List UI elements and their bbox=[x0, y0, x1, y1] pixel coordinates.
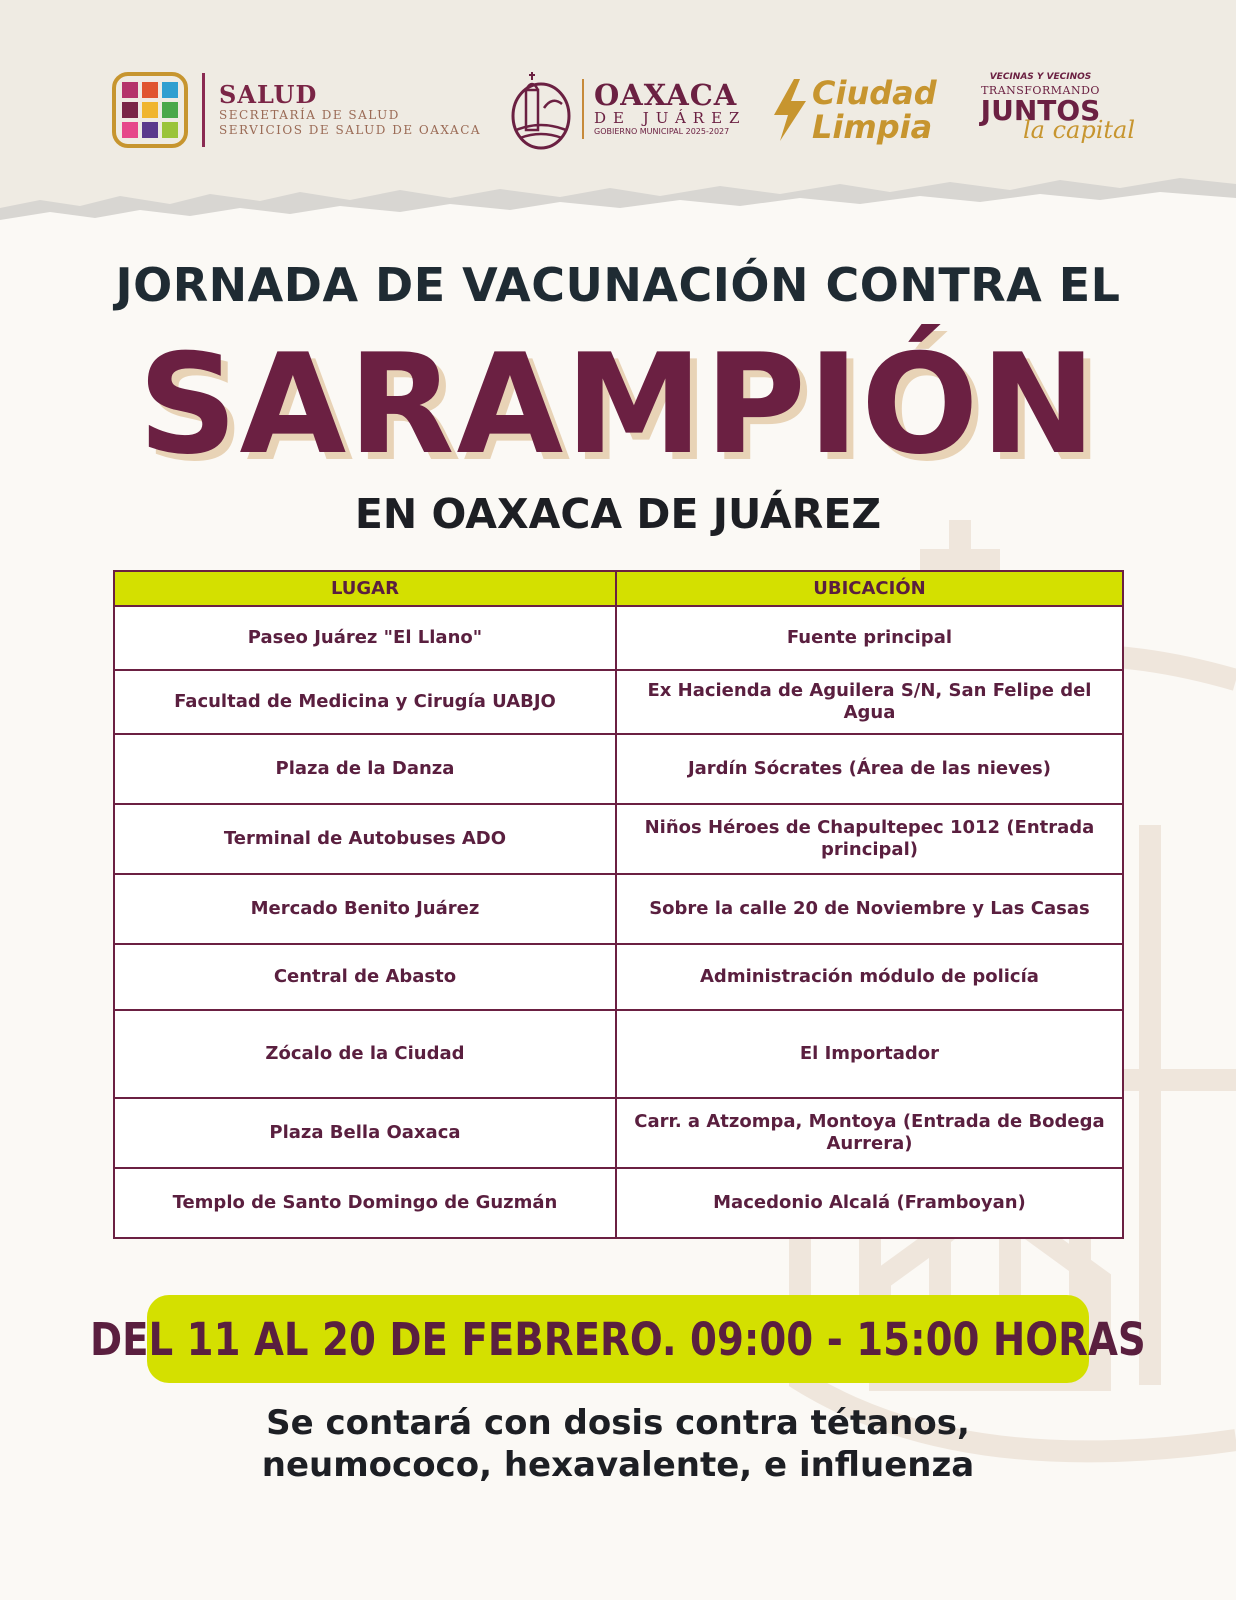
table-row bbox=[114, 670, 1123, 734]
doses-line1: Se contará con dosis contra tétanos, bbox=[266, 1403, 970, 1443]
cell-ubicacion: Niños Héroes de Chapultepec 1012 (Entrada principal) bbox=[616, 804, 1123, 874]
cell-lugar: Templo de Santo Domingo de Guzmán bbox=[114, 1168, 616, 1238]
juntos-line2: TRANSFORMANDO bbox=[981, 84, 1100, 97]
table-row bbox=[114, 944, 1123, 1010]
lightning-bolt-icon bbox=[770, 77, 810, 143]
salud-logo bbox=[112, 70, 481, 150]
cell-ubicacion: Administración módulo de policía bbox=[616, 944, 1123, 1010]
table-row bbox=[114, 734, 1123, 804]
cell-lugar: Terminal de Autobuses ADO bbox=[114, 804, 616, 874]
oaxaca-church-emblem-icon bbox=[510, 68, 572, 150]
title-main: SARAMPIÓN bbox=[138, 324, 1098, 485]
salud-line2: SERVICIOS DE SALUD DE OAXACA bbox=[219, 123, 482, 137]
title-line3: EN OAXACA DE JUÁREZ bbox=[354, 490, 882, 538]
table-row bbox=[114, 874, 1123, 944]
title-line1: JORNADA DE VACUNACIÓN CONTRA EL bbox=[115, 258, 1121, 312]
cell-lugar: Zócalo de la Ciudad bbox=[114, 1010, 616, 1098]
juntos-line1: VECINAS Y VECINOS bbox=[989, 72, 1092, 82]
juntos-logo bbox=[968, 72, 1138, 152]
cell-lugar: Facultad de Medicina y Cirugía UABJO bbox=[114, 670, 616, 734]
cell-ubicacion: Fuente principal bbox=[616, 606, 1123, 670]
table-row bbox=[114, 804, 1123, 874]
salud-name: SALUD bbox=[219, 80, 318, 109]
cell-lugar: Plaza Bella Oaxaca bbox=[114, 1098, 616, 1168]
schedule-text: DEL 11 AL 20 DE FEBRERO. 09:00 - 15:00 HORAS bbox=[90, 1312, 1146, 1366]
cell-ubicacion: El Importador bbox=[616, 1010, 1123, 1098]
table-row bbox=[114, 606, 1123, 670]
juntos-line3: JUNTOS bbox=[980, 94, 1101, 127]
table-header-row bbox=[114, 571, 1123, 606]
oaxaca-sub: DE JUÁREZ bbox=[594, 109, 747, 127]
table-row bbox=[114, 1168, 1123, 1238]
salud-line1: SECRETARÍA DE SALUD bbox=[219, 108, 400, 122]
header-lugar: LUGAR bbox=[114, 571, 616, 606]
header-ubicacion: UBICACIÓN bbox=[616, 571, 1123, 606]
schedule-banner bbox=[90, 1295, 1146, 1383]
cell-ubicacion: Carr. a Atzompa, Montoya (Entrada de Bodega Aurrera) bbox=[616, 1098, 1123, 1168]
juntos-line4: la capital bbox=[1023, 116, 1136, 144]
cell-ubicacion: Macedonio Alcalá (Framboyan) bbox=[616, 1168, 1123, 1238]
table-row bbox=[114, 1098, 1123, 1168]
cell-lugar: Central de Abasto bbox=[114, 944, 616, 1010]
cell-lugar: Paseo Juárez "El Llano" bbox=[114, 606, 616, 670]
table-row bbox=[114, 1010, 1123, 1098]
salud-emblem-icon bbox=[112, 72, 188, 148]
torn-paper-edge bbox=[0, 170, 1236, 240]
cell-ubicacion: Jardín Sócrates (Área de las nieves) bbox=[616, 734, 1123, 804]
cell-ubicacion: Sobre la calle 20 de Noviembre y Las Casas bbox=[616, 874, 1123, 944]
cell-lugar: Mercado Benito Juárez bbox=[114, 874, 616, 944]
vaccination-sites-table bbox=[113, 570, 1124, 1239]
oaxaca-logo bbox=[510, 66, 746, 152]
doses-note bbox=[0, 1402, 1236, 1486]
cell-lugar: Plaza de la Danza bbox=[114, 734, 616, 804]
salud-divider bbox=[202, 73, 205, 147]
ciudad-limpia-logo bbox=[770, 70, 937, 150]
cell-ubicacion: Ex Hacienda de Aguilera S/N, San Felipe del Agua bbox=[616, 670, 1123, 734]
doses-line2: neumococo, hexavalente, e influenza bbox=[261, 1445, 975, 1485]
limpia-line1: Ciudad bbox=[812, 74, 937, 112]
oaxaca-name: OAXACA bbox=[594, 78, 738, 112]
limpia-line2: Limpia bbox=[812, 108, 933, 146]
oaxaca-divider bbox=[582, 79, 584, 139]
oaxaca-gov: GOBIERNO MUNICIPAL 2025-2027 bbox=[594, 127, 730, 136]
